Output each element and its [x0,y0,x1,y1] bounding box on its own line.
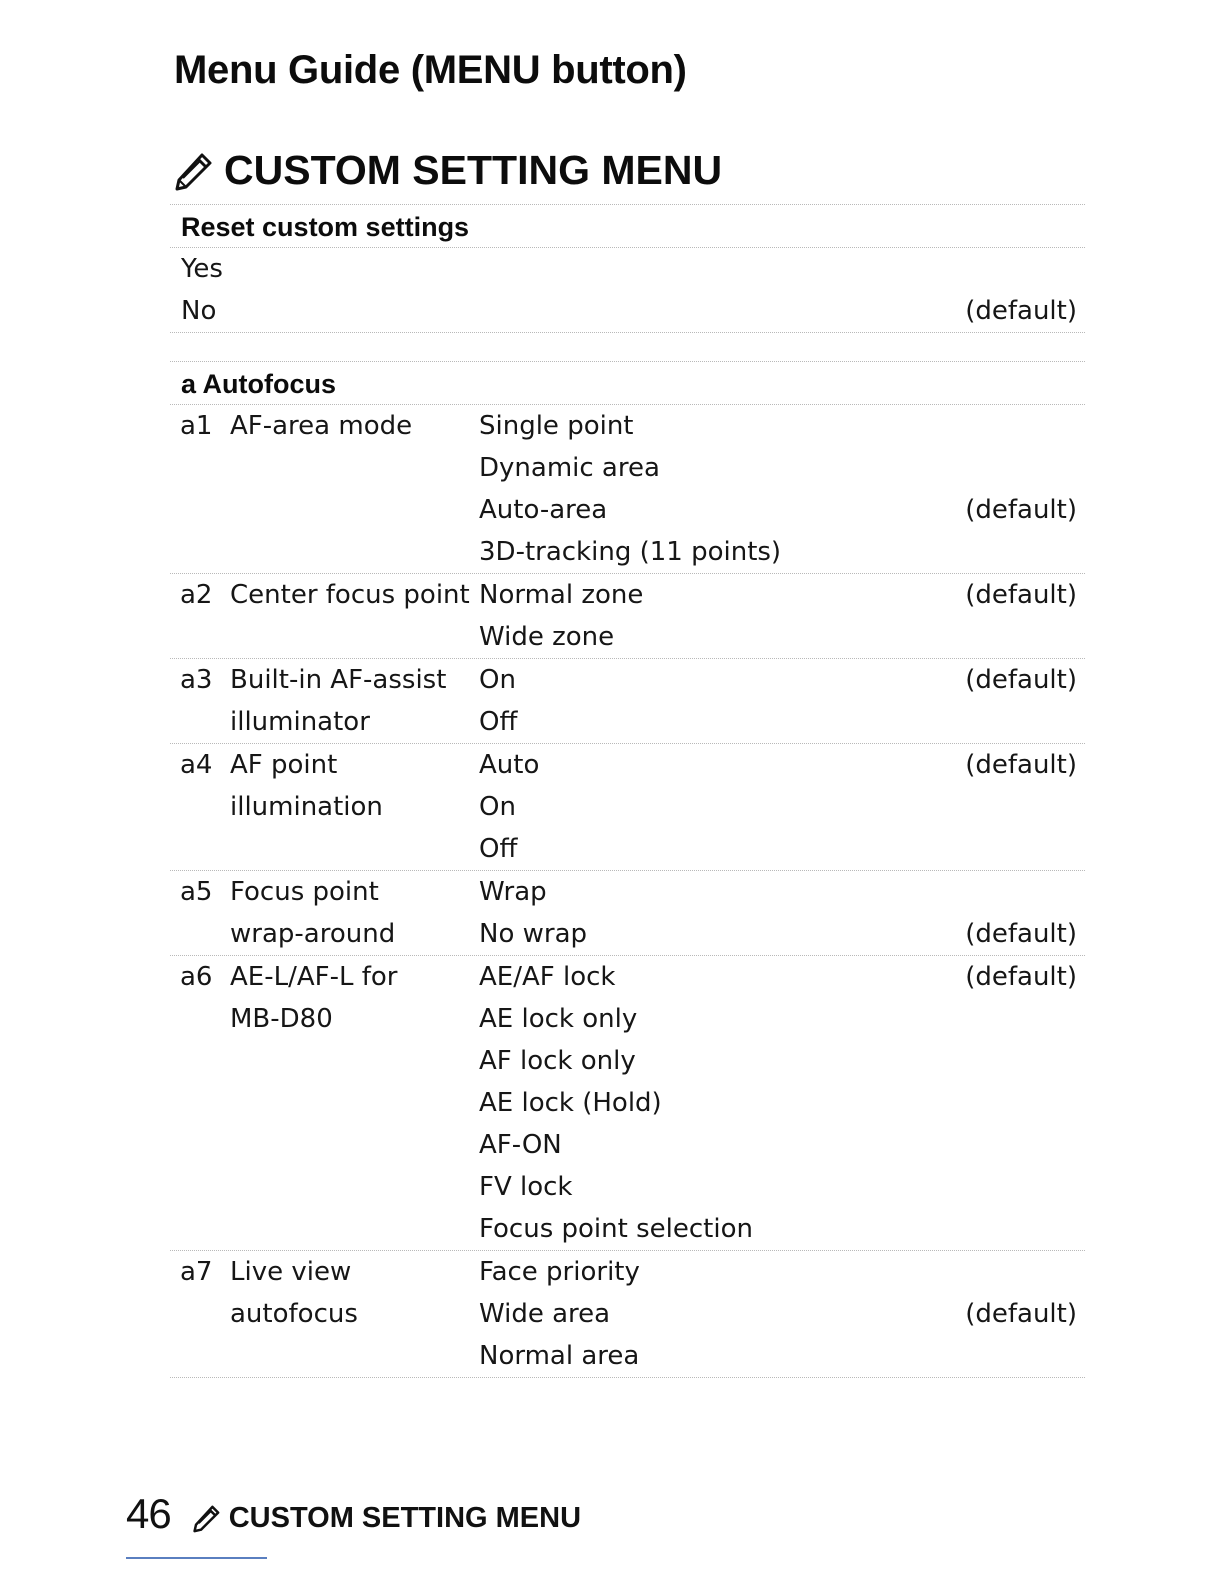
default-marker [957,447,1085,489]
setting-name: AF-area mode [230,411,413,441]
page-footer [126,1490,581,1538]
divider [170,1377,1085,1378]
setting-name: Focus point [230,877,379,907]
setting-row [170,998,1085,1040]
setting-name [230,1166,479,1208]
default-marker: (default) [965,1299,1077,1329]
option-label: AF-ON [479,1130,562,1160]
setting-name [230,1082,479,1124]
setting-code [170,786,230,828]
setting-code: a3 [180,665,213,695]
setting-row [170,489,1085,531]
setting-code: a7 [180,1257,213,1287]
option-label: 3D-tracking (11 points) [479,537,782,567]
setting-name [230,489,479,531]
setting-code [170,1040,230,1082]
default-marker [957,871,1085,913]
option-label: No [181,296,217,326]
reset-option-row [170,248,1085,290]
option-label: AF lock only [479,1046,636,1076]
option-label: Yes [181,254,223,284]
option-label: No wrap [479,919,588,949]
default-marker: (default) [965,495,1077,525]
setting-row [170,447,1085,489]
setting-row [170,531,1085,573]
setting-row [170,1293,1085,1335]
option-label: AE lock only [479,1004,638,1034]
setting-row [170,1335,1085,1377]
setting-name: wrap-around [230,919,396,949]
setting-row [170,786,1085,828]
default-marker [957,248,1085,290]
option-label: Normal area [479,1341,640,1371]
default-marker [957,1124,1085,1166]
setting-row [170,828,1085,870]
setting-row [170,616,1085,658]
option-label: Wide area [479,1299,611,1329]
option-label: Wide zone [479,622,615,652]
default-marker: (default) [965,750,1077,780]
setting-code: a5 [180,877,213,907]
page-number: 46 [126,1490,171,1537]
setting-row [170,405,1085,447]
setting-name [230,1208,479,1250]
setting-code [170,447,230,489]
setting-name [230,616,479,658]
setting-code [170,1293,230,1335]
setting-name [230,447,479,489]
setting-name: Built-in AF-assist [230,665,447,695]
setting-name: autofocus [230,1299,358,1329]
setting-name: AE-L/AF-L for [230,962,398,992]
setting-row [170,1208,1085,1250]
option-label: AE/AF lock [479,962,616,992]
default-marker [957,1251,1085,1293]
option-label: Single point [479,411,634,441]
reset-heading: Reset custom settings [181,212,470,242]
setting-code [170,489,230,531]
pencil-icon [172,151,214,193]
default-marker: (default) [965,665,1077,695]
setting-name [230,1335,479,1377]
setting-code [170,531,230,573]
autofocus-settings [170,405,1085,1378]
setting-row [170,913,1085,955]
option-label: FV lock [479,1172,573,1202]
setting-row [170,1166,1085,1208]
autofocus-heading: a Autofocus [181,369,336,399]
setting-row [170,1082,1085,1124]
setting-name: illuminator [230,707,370,737]
default-marker [957,531,1085,573]
option-label: Face priority [479,1257,640,1287]
option-label: Auto [479,750,540,780]
setting-code [170,701,230,743]
setting-row [170,574,1085,616]
setting-name [230,1124,479,1166]
option-label: Normal zone [479,580,644,610]
setting-row [170,744,1085,786]
option-label: Off [479,707,518,737]
setting-code [170,1335,230,1377]
default-marker [957,998,1085,1040]
setting-name: Center focus point [230,580,470,610]
default-marker [957,1040,1085,1082]
option-label: On [479,665,516,695]
setting-code [170,998,230,1040]
default-marker [957,828,1085,870]
setting-code [170,828,230,870]
setting-code [170,1166,230,1208]
footer-rule [126,1557,267,1559]
setting-name [230,531,479,573]
setting-code: a6 [180,962,213,992]
setting-code [170,1208,230,1250]
setting-name: MB-D80 [230,1004,333,1034]
option-label: Off [479,834,518,864]
option-label: Auto-area [479,495,608,525]
setting-name [230,1040,479,1082]
option-label: Focus point selection [479,1214,753,1244]
default-marker [957,701,1085,743]
setting-row [170,956,1085,998]
option-label: On [479,792,516,822]
setting-row [170,701,1085,743]
default-marker: (default) [965,580,1077,610]
option-label: Dynamic area [479,453,660,483]
setting-code: a1 [180,411,213,441]
setting-code [170,1124,230,1166]
pencil-icon [191,1504,221,1534]
section-title-text: CUSTOM SETTING MENU [224,147,723,193]
setting-code: a2 [180,580,213,610]
setting-name: Live view [230,1257,352,1287]
default-marker: (default) [965,296,1077,326]
setting-code [170,913,230,955]
setting-code [170,1082,230,1124]
setting-name [230,828,479,870]
default-marker: (default) [965,962,1077,992]
setting-name: illumination [230,792,383,822]
default-marker [957,1335,1085,1377]
setting-row [170,659,1085,701]
default-marker [957,786,1085,828]
default-marker [957,1208,1085,1250]
setting-name: AF point [230,750,338,780]
page-title: Menu Guide (MENU button) [174,48,687,92]
default-marker [957,1166,1085,1208]
settings-list [170,204,1085,1378]
section-title [172,142,722,198]
setting-row [170,1251,1085,1293]
setting-row [170,1124,1085,1166]
footer-text: CUSTOM SETTING MENU [228,1501,582,1534]
option-label: AE lock (Hold) [479,1088,662,1118]
setting-code: a4 [180,750,213,780]
default-marker: (default) [965,919,1077,949]
default-marker [957,405,1085,447]
setting-code [170,616,230,658]
option-label: Wrap [479,877,547,907]
default-marker [957,616,1085,658]
reset-option-row [170,290,1085,332]
default-marker [957,1082,1085,1124]
setting-row [170,1040,1085,1082]
reset-options [170,248,1085,332]
setting-row [170,871,1085,913]
